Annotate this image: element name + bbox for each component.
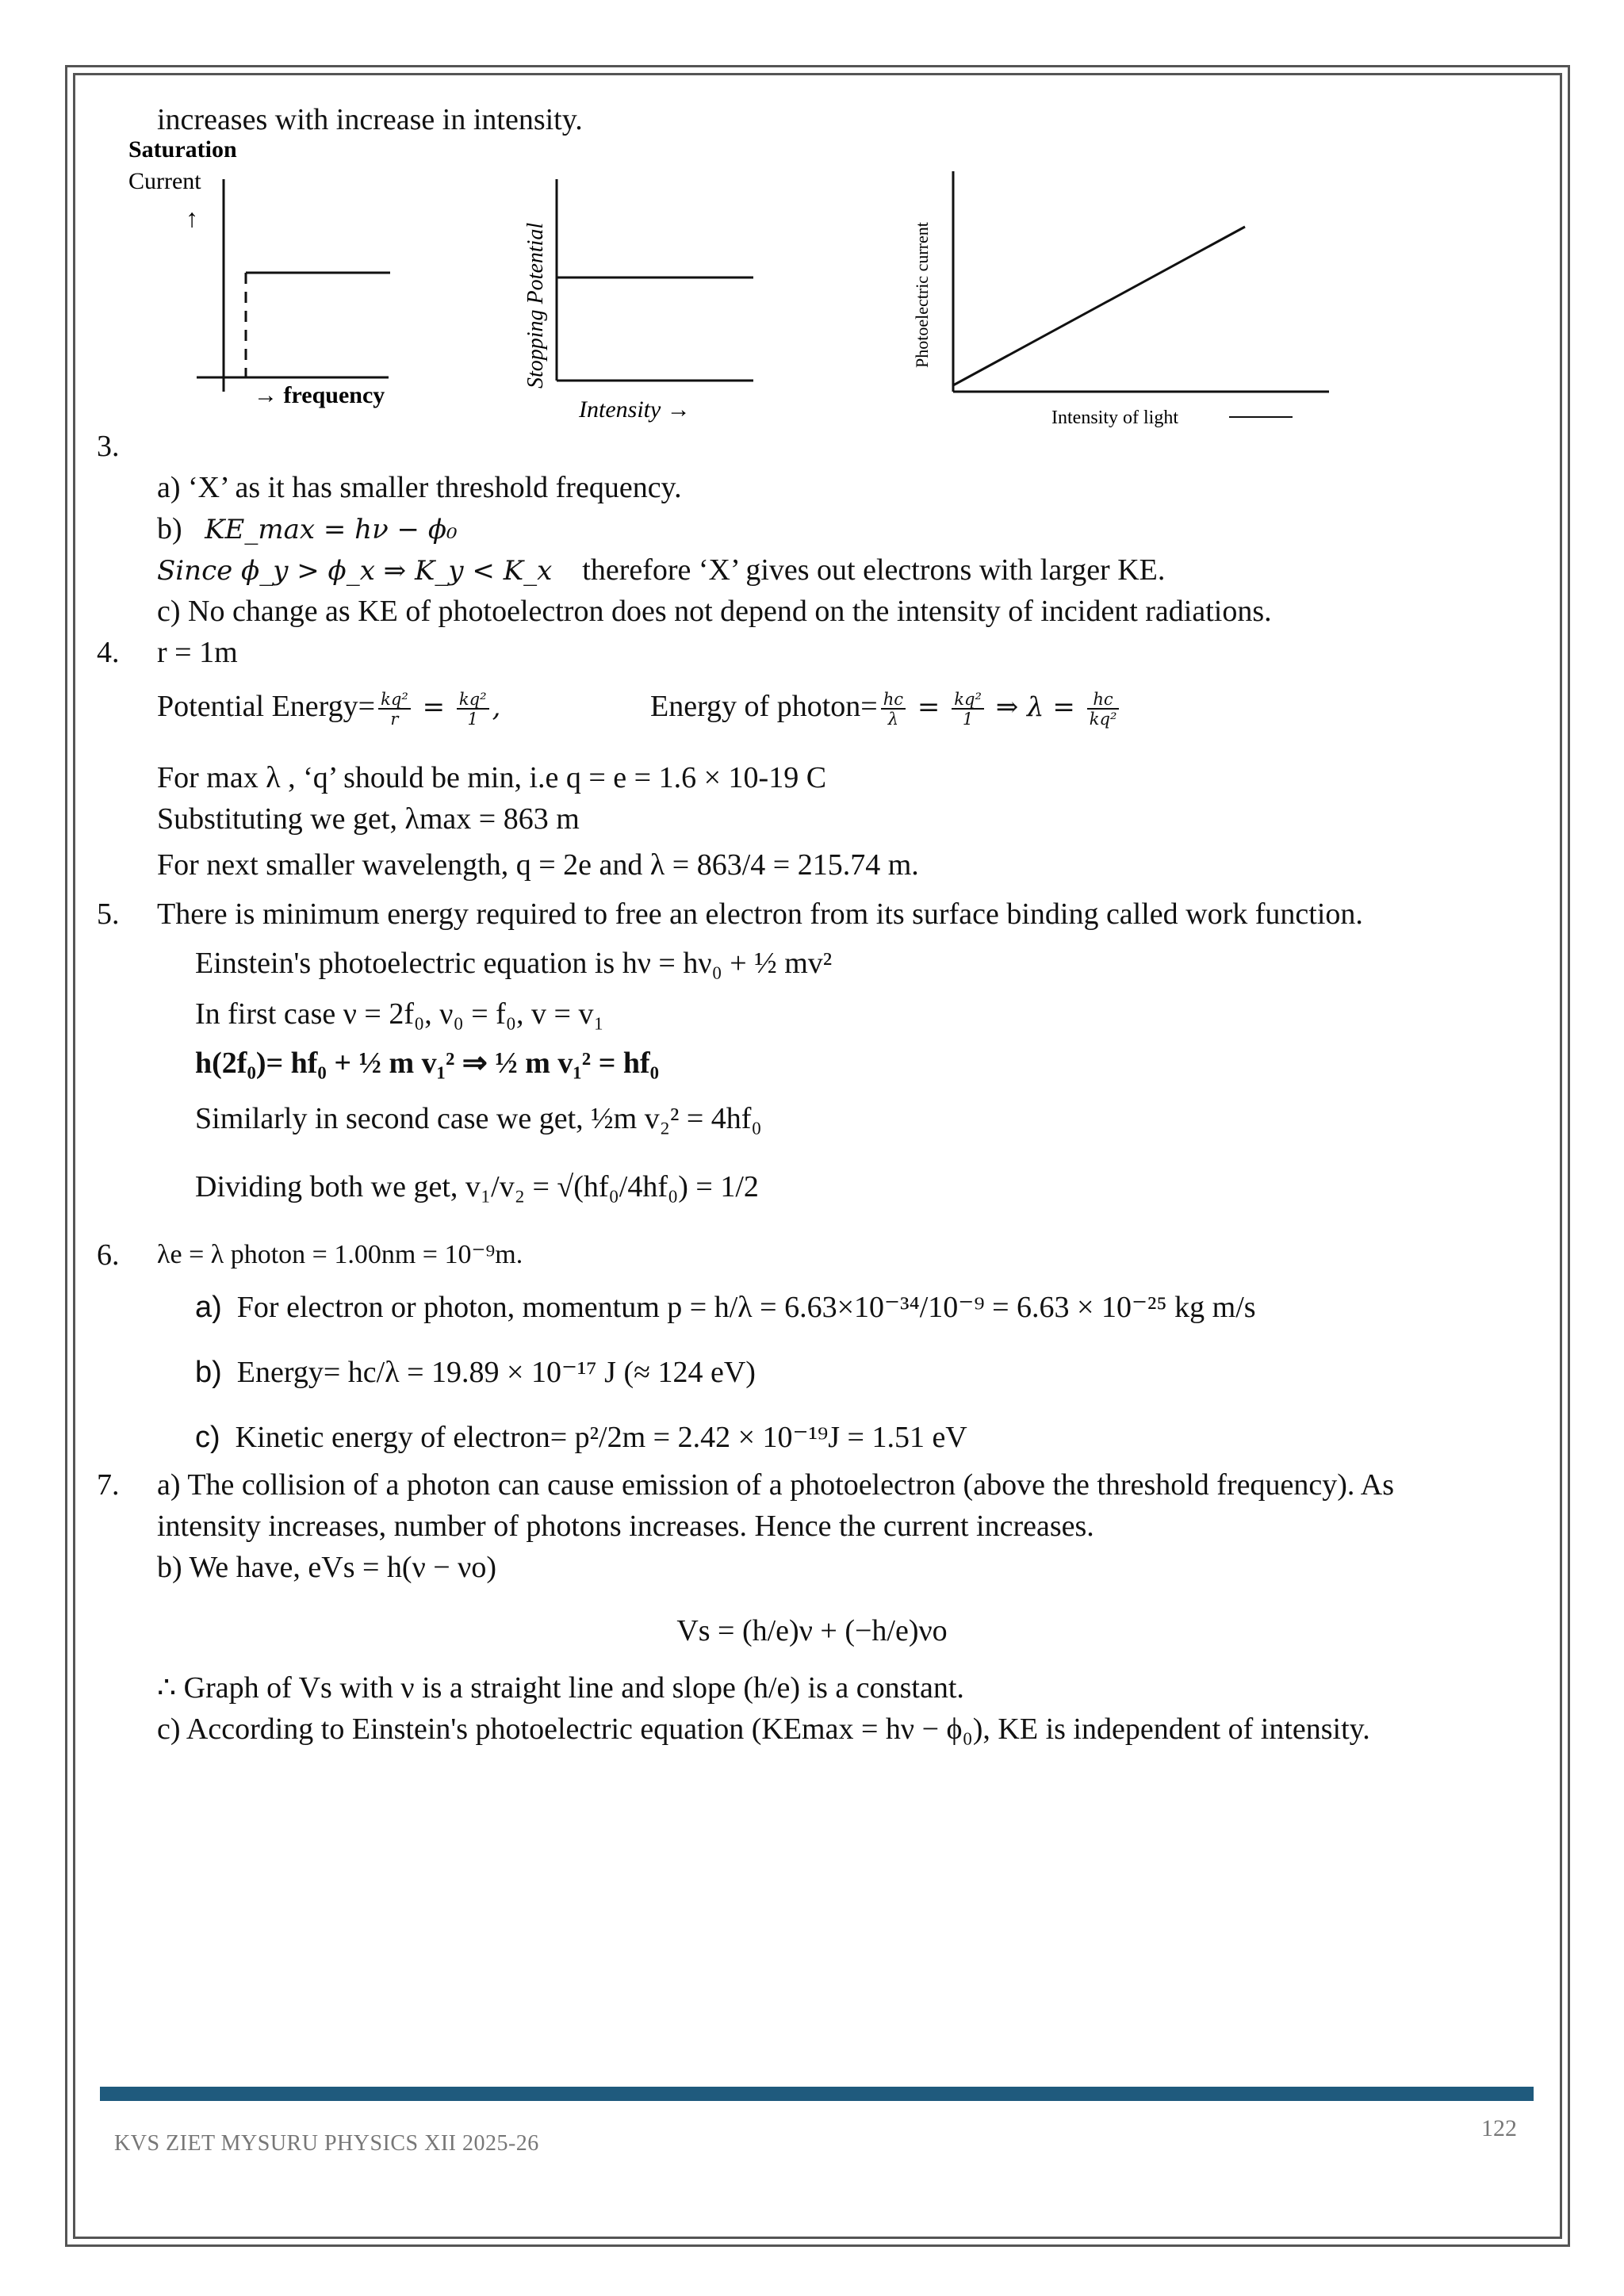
q4-r: r = 1m	[157, 636, 238, 669]
graph1-xlabel: → frequency	[254, 382, 385, 408]
q5-number: 5.	[97, 897, 120, 931]
graph2-xlabel: Intensity →	[579, 396, 691, 423]
q3-since-b: therefore ‘X’ gives out electrons with larger KE.	[582, 553, 1166, 587]
q3-since-a: Since ϕ_y > ϕ_x ⇒ K_y < K_x	[157, 555, 553, 587]
graph1-arrow-icon: ↑	[186, 204, 198, 232]
q3-a: a) ‘X’ as it has smaller threshold frequency.	[157, 471, 682, 504]
q7-number: 7.	[97, 1468, 120, 1502]
q5-line4: h(2f₀)= hf₀ + ½ m v₁² ⇒ ½ m v₁² = hf₀	[195, 1047, 660, 1080]
q3-b-eq: KE_max = hν − ϕ₀	[205, 514, 458, 545]
graph3-xlabel: Intensity of light	[1051, 408, 1178, 428]
graph-photoelectric-current	[896, 165, 1340, 434]
q5-line5: Similarly in second case we get, ½m v₂² = 4hf₀	[195, 1102, 762, 1135]
graph-saturation-current	[119, 133, 420, 419]
q7-b-line3: ∴ Graph of Vs with ν is a straight line and slope (h/e) is a constant.	[157, 1671, 964, 1705]
q4-substituting: Substituting we get, λmax = 863 m	[157, 802, 580, 836]
q4-photon-energy: Energy of photon= $\frac{hc}{\lambda}$ = $\frac{\text{kq²}}{1}$ ⇒ λ = $\frac{hc}{\text{kq²}}$	[650, 688, 1122, 728]
q6-c	[195, 1419, 967, 1456]
q6-c-text: Kinetic energy of electron= p²/2m = 2.42 × 10⁻¹⁹J = 1.51 eV	[235, 1421, 967, 1454]
q6-a-label: a)	[195, 1291, 222, 1324]
q3-since	[157, 552, 1165, 589]
q3-b	[157, 511, 458, 548]
q6-c-label: c)	[195, 1421, 220, 1454]
q7-c: c) According to Einstein's photoelectric equation (KEmax = hν − ϕ₀), KE is independent of intensity.	[157, 1712, 1370, 1746]
q6-b-label: b)	[195, 1356, 222, 1389]
q6-number: 6.	[97, 1238, 120, 1272]
graph1-ylabel-line2: Current	[128, 168, 201, 194]
q5-line2: Einstein's photoelectric equation is hν = hν₀ + ½ mv²	[195, 947, 833, 980]
q6-b	[195, 1354, 756, 1391]
q3-c: c) No change as KE of photoelectron does not depend on the intensity of incident radiations.	[157, 595, 1272, 628]
q4-number: 4.	[97, 636, 120, 669]
q7-b-equation: Vs = (h/e)ν + (−h/e)νo	[676, 1614, 948, 1647]
q3-b-label: b)	[157, 512, 182, 545]
page-number: 122	[1481, 2115, 1517, 2141]
graph1-ylabel-line1: Saturation	[128, 136, 237, 163]
graph-stopping-potential	[508, 165, 769, 434]
footer-bar	[100, 2087, 1534, 2101]
q4-next-wavelength: For next smaller wavelength, q = 2e and λ = 863/4 = 215.74 m.	[157, 848, 919, 882]
q6-b-text: Energy= hc/λ = 19.89 × 10⁻¹⁷ J (≈ 124 eV)	[236, 1356, 756, 1389]
q3-number: 3.	[97, 430, 120, 463]
graph3-ylabel: Photoelectric current	[912, 222, 932, 368]
graph2-ylabel: Stopping Potential	[523, 222, 548, 388]
q6-a-text: For electron or photon, momentum p = h/λ = 6.63×10⁻³⁴/10⁻⁹ = 6.63 × 10⁻²⁵ kg m/s	[236, 1291, 1256, 1324]
q6-line0: λe = λ photon = 1.00nm = 10⁻⁹m.	[157, 1240, 523, 1269]
q5-line3: In first case ν = 2f₀, ν₀ = f₀, v = v₁	[195, 997, 604, 1031]
intro-line: increases with increase in intensity.	[157, 103, 583, 136]
footer-text: KVS ZIET MYSURU PHYSICS XII 2025-26	[114, 2131, 539, 2156]
q5-line6: Dividing both we get, v₁/v₂ = √(hf₀/4hf₀) = 1/2	[195, 1170, 759, 1203]
q4-max-line: For max λ , ‘q’ should be min, i.e q = e = 1.6 × 10-19 C	[157, 761, 827, 794]
graph3-linear-line	[953, 227, 1245, 385]
q6-a	[195, 1289, 1256, 1326]
q7-b-line1: b) We have, eVs = h(ν − νo)	[157, 1551, 497, 1584]
q7-a-line1: a) The collision of a photon can cause emission of a photoelectron (above the threshold frequency). As	[157, 1468, 1394, 1502]
q4-potential-energy: Potential Energy= $\frac{\text{kq²}}{r}$ = $\frac{\text{kq²}}{1}$ ,	[157, 688, 501, 729]
q4-pe-label: Potential Energy=	[157, 690, 376, 723]
q7-a-line2: intensity increases, number of photons increases. Hence the current increases.	[157, 1510, 1094, 1543]
q4-photon-label: Energy of photon=	[650, 690, 878, 723]
q5-line1: There is minimum energy required to free an electron from its surface binding called work function.	[157, 897, 1363, 931]
